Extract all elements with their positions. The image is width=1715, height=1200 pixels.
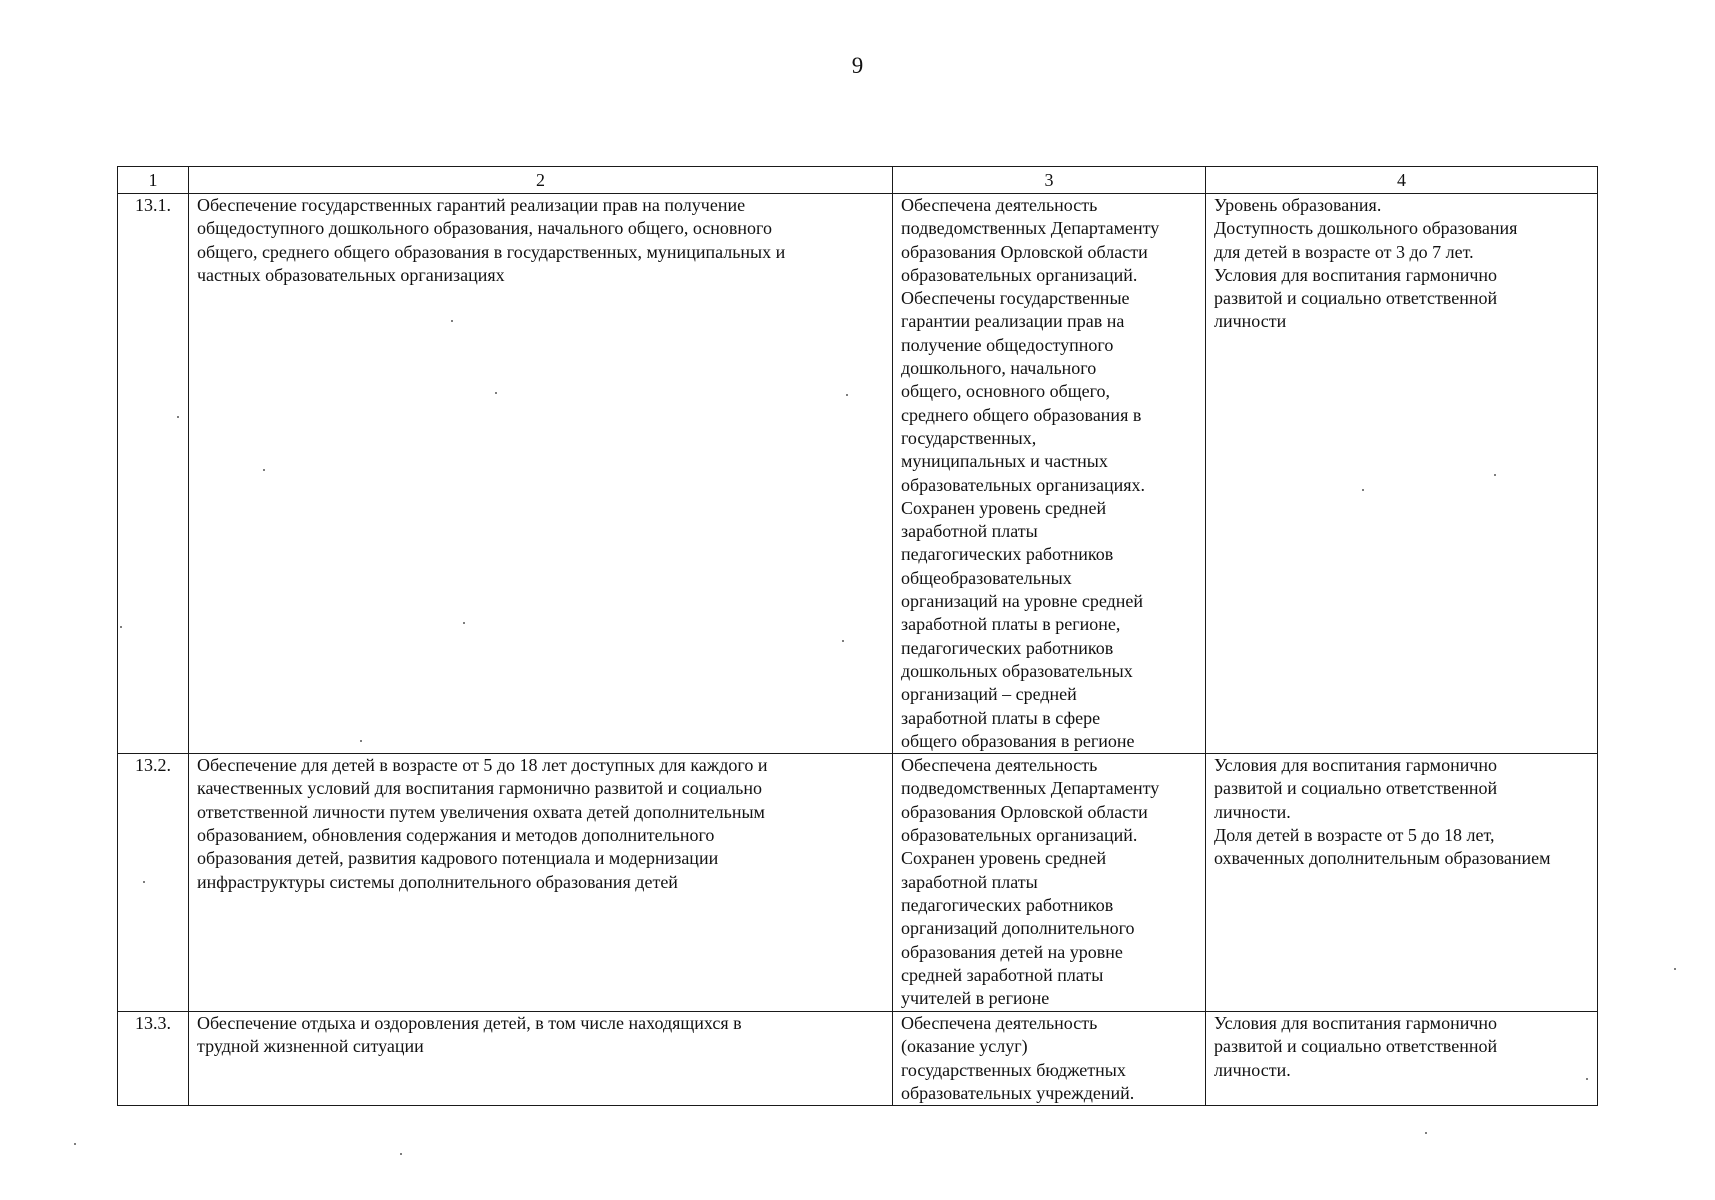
page-number: 9 — [851, 53, 864, 78]
column-number-1: 1 — [118, 167, 189, 194]
task-description-cell — [189, 754, 893, 1012]
row-number: 13.2. — [118, 754, 189, 1012]
program-table — [117, 166, 1598, 1106]
task-description-cell — [189, 1012, 893, 1106]
scan-speck — [143, 881, 145, 883]
indicator-text: Условия для воспитания гармонично развитой и социально ответственной личности. — [1214, 1013, 1498, 1080]
result-cell — [893, 1012, 1206, 1106]
table-row — [118, 1012, 1598, 1106]
task-description-cell — [189, 194, 893, 754]
indicator-text: Условия для воспитания гармонично развитой и социально ответственной личности. Доля детей в возрасте от 5 до 18 лет, охваченных дополнительным образованием — [1214, 755, 1551, 869]
scan-speck — [451, 320, 453, 322]
scan-speck — [1674, 968, 1676, 970]
scan-speck — [263, 469, 265, 471]
scan-speck — [842, 640, 844, 642]
column-number-2: 2 — [189, 167, 893, 194]
task-description: Обеспечение отдыха и оздоровления детей, в том числе находящихся в трудной жизненной ситуации — [197, 1013, 742, 1057]
indicator-cell — [1206, 1012, 1598, 1106]
scan-speck — [463, 622, 465, 624]
expected-result: Обеспечена деятельность (оказание услуг) государственных бюджетных образовательных учреждений. — [901, 1013, 1135, 1104]
result-cell — [893, 194, 1206, 754]
scan-speck — [846, 394, 848, 396]
scan-speck — [360, 740, 362, 742]
indicator-cell — [1206, 194, 1598, 754]
expected-result: Обеспечена деятельность подведомственных Департаменту образования Орловской области образовательных организаций. Сохранен уровень средней заработной платы педагогических работников организаций дополнительного образования детей на уровне средней заработной платы учителей в регионе — [901, 755, 1160, 1009]
column-number-4: 4 — [1206, 167, 1598, 194]
scan-speck — [74, 1143, 76, 1145]
row-number: 13.3. — [118, 1012, 189, 1106]
table-row — [118, 754, 1598, 1012]
table-row — [118, 194, 1598, 754]
row-number: 13.1. — [118, 194, 189, 754]
scan-speck — [177, 416, 179, 418]
scan-speck — [1494, 474, 1496, 476]
scan-speck — [120, 626, 122, 628]
column-number-3: 3 — [893, 167, 1206, 194]
result-cell — [893, 754, 1206, 1012]
task-description: Обеспечение для детей в возрасте от 5 до 18 лет доступных для каждого и качественных условий для воспитания гармонично развитой и социально ответственной личности путем увеличения охвата детей дополнительным образованием, обновления содержания и методов дополнительного образования детей, развития кадрового потенциала и модернизации инфраструктуры системы дополнительного образования детей — [197, 755, 768, 892]
indicator-text: Уровень образования. Доступность дошкольного образования для детей в возрасте от 3 до 7 лет. Условия для воспитания гармонично развитой и социально ответственной личности — [1214, 195, 1518, 332]
scan-speck — [1425, 1132, 1427, 1134]
scan-speck — [495, 392, 497, 394]
scan-speck — [400, 1153, 402, 1155]
column-number-row — [118, 167, 1598, 194]
indicator-cell — [1206, 754, 1598, 1012]
task-description: Обеспечение государственных гарантий реализации прав на получение общедоступного дошкольного образования, начального общего, основного общего, среднего общего образования в государственных, муниципальных и частных образовательных организациях — [197, 195, 786, 285]
scan-speck — [1586, 1078, 1588, 1080]
scan-speck — [1362, 489, 1364, 491]
expected-result: Обеспечена деятельность подведомственных Департаменту образования Орловской области образовательных организаций. Обеспечены государственные гарантии реализации прав на получение общедоступного дошкольного, начального общего, основного общего, среднего общего образования в государственных, муниципальных и частных образовательных организациях. Сохранен уровень средней заработной платы педагогических работников общеобразовательных организаций на уровне средней заработной платы в регионе, педагогических работников дошкольных образовательных организаций – средней заработной платы в сфере общего образования в регионе — [901, 195, 1160, 751]
